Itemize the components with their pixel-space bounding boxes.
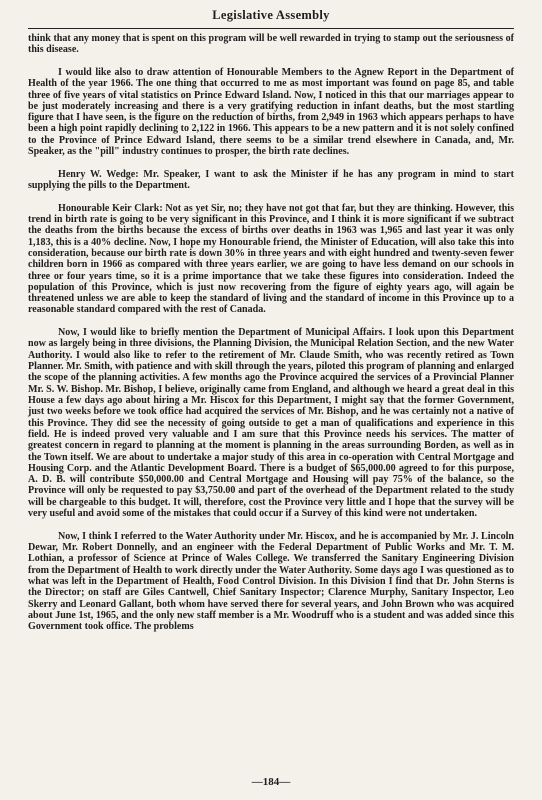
page-body <box>28 33 514 644</box>
paragraph-text: Now, I would like to briefly mention the Department of Municipal Affairs. I look upon this Department now as largely being in three divisions, the Planning Division, the Municipal Relation Section, and the new Water Authority. I would also like to refer to the retirement of Mr. Claude Smith, who was recently retired as Town Planner. Mr. Smith, with patience and with skill through the years, piloted this program of planning and enlarged the scope of the planning activities. A few months ago the Province acquired the services of a Provincial Planner Mr. S. W. Bishop. Mr. Bishop, I believe, originally came from England, and although we heard a great deal in this House a few days ago about hiring a Mr. Hiscox for this Department, I might say that the former Government, just two weeks before we took office had acquired the services of Mr. Bishop, and he was certainly not a native of this Province. They did see the necessity of going outside to get a man of qualifications and experience in this field. He is indeed proved very valuable and I am sure that this Province needs his services. The matter of greatest concern in regard to planning at the moment is planning in the areas surrounding Borden, as well as in the Town itself. We are about to undertake a major study of this area in co-operation with Central Mortgage and Housing Corp. and the Atlantic Development Board. There is a budget of $65,000.00 agreed to for this purpose, A. D. B. will contribute $50,000.00 and Central Mortgage and Housing will pay 75% of the balance, so the Province will only be requested to pay $3,750.00 and part of the overhead of the Department related to the study will be chargeable to this budget. It will, therefore, cost the Province very little and I hope that the survey will be very useful and avoid some of the mistakes that could occur if a Survey of this kind were not undertaken. <box>28 327 514 520</box>
paragraph <box>28 203 514 316</box>
paragraph-text: Mr. Speaker, I want to ask the Minister if he has any program in mind to start supplying the pills to the Department. <box>28 168 514 192</box>
paragraph <box>28 169 514 192</box>
paragraph-text: I would like also to draw attention of Honourable Members to the Agnew Report in the Department of Health of the year 1966. The one thing that occurred to me as most important was found on page 85, and table three of five years of vital statistics on Prince Edward Island. Now, I noticed in this that our marriages appear to be just moderately increasing and there is a very gratifying reduction in infant deaths, but the most startling figure that I have seen, is the figure on the reduction of births, from 2,949 in 1963 which appears perhaps to have been a high point rapidly declining to 2,122 in 1966. This appears to be a new pattern and it is not solely confined to the Province of Prince Edward Island, there seems to be a similar trend elsewhere in Canada, and, Mr. Speaker, as the "pill" industry continues to prosper, the birth rate declines. <box>28 66 514 158</box>
paragraph-text: Not as yet Sir, no; they have not got that far, but they are thinking. However, this trend in birth rate is going to be very significant in this Province, and I think it is more significant if we subtract the deaths from the births because the excess of births over deaths in 1963 was 1,965 and last year it was only 1,183, this is a 40% decline. Now, I hope my Honourable friend, the Minister of Education, will also take this into consideration, because our birth rate is down 30% in three years and with eight hundred and twenty-seven fewer children born in 1966 as compared with three years earlier, we are going to have less demand on our schools in three or four years time, so it is a prime importance that we take these figures into consideration. Indeed the population of this Province, which is just now recovering from the figure of eighty years ago, will again be threatened unless we are able to keep the standard of living and the standard of income in this Province up to a reasonable standard compared with the rest of Canada. <box>28 202 514 316</box>
paragraph <box>28 67 514 158</box>
paragraph-text: think that any money that is spent on this program will be well rewarded in trying to stamp out the seriousness of this disease. <box>28 33 514 56</box>
paragraph <box>28 531 514 633</box>
speaker-name: Henry W. Wedge: <box>58 168 139 180</box>
paragraph <box>28 33 514 56</box>
speaker-name: Honourable Keir Clark: <box>58 202 163 214</box>
paragraph-text: Now, I think I referred to the Water Authority under Mr. Hiscox, and he is accompanied by Mr. J. Lincoln Dewar, Mr. Robert Donnelly, and an engineer with the Federal Department of Public Works and Mr. T. M. Lothian, a professor of Science at Prince of Wales College. We transferred the Sanitary Engineering Division from the Department of Health to work directly under the Water Authority. Some days ago I was questioned as to what was left in the Department of Health, Food Control Division. In this Division I find that Dr. John Sterns is the Director; on staff are Giles Cantwell, Chief Sanitary Inspector; Clarence Murphy, Sanitary Inspector, Leo Skerry and Leonard Gallant, both whom have served there for several years, and John Brown who was acquired about June 1st, 1965, and the only new staff member is a Mr. Woodruff who is a student and was added since this Government took office. The problems <box>28 530 514 633</box>
header-rule <box>28 28 514 29</box>
page-number: —184— <box>251 776 291 788</box>
page-header: Legislative Assembly <box>212 8 330 22</box>
paragraph <box>28 327 514 519</box>
